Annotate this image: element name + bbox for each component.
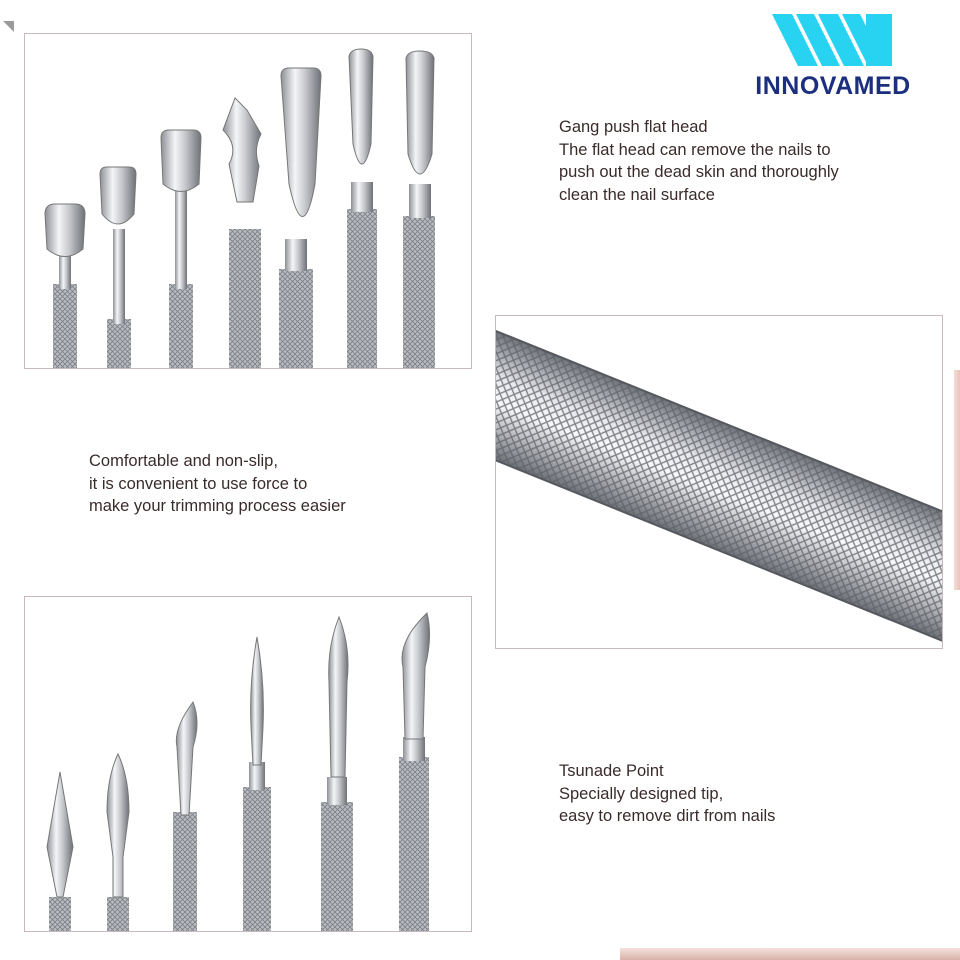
pointed-tools-image <box>24 596 472 932</box>
flat-head-tools-image <box>24 33 472 369</box>
bottom-photo-fragment <box>620 948 960 960</box>
edge-photo-fragment <box>954 370 960 590</box>
brand-name: INNOVAMED <box>755 72 911 100</box>
flat-head-line-3: clean the nail surface <box>559 185 715 204</box>
pointed-tip-caption <box>559 760 775 828</box>
tool-2 <box>100 167 136 369</box>
corner-mark-icon <box>2 20 16 34</box>
tool-3 <box>161 130 201 369</box>
flat-head-line-2: push out the dead skin and thoroughly <box>559 163 839 181</box>
pointed-tools-illustration <box>25 597 472 932</box>
pointed-tip-line-2: easy to remove dirt from nails <box>559 807 776 825</box>
tool-7 <box>403 51 435 369</box>
tool-6 <box>347 49 377 369</box>
tool-4 <box>223 98 261 369</box>
grip-line-3: make your trimming process easier <box>89 497 346 515</box>
flat-head-title: Gang push flat head <box>559 118 708 136</box>
brand-logo <box>726 10 940 100</box>
flat-head-tools-illustration <box>25 34 472 369</box>
pointed-tool-2 <box>107 754 129 932</box>
tool-1 <box>45 204 85 369</box>
knurled-handle-illustration <box>496 316 943 649</box>
grip-line-1: Comfortable and non-slip, <box>89 452 278 470</box>
pointed-tool-1 <box>47 772 73 932</box>
brand-mark-icon <box>726 10 940 72</box>
tool-5 <box>279 68 321 369</box>
pointed-tool-3 <box>173 702 197 932</box>
grip-line-2: it is convenient to use force to <box>89 474 308 493</box>
flat-head-line-1: The flat head can remove the nails to <box>559 140 831 159</box>
grip-caption <box>89 450 346 518</box>
pointed-tool-5 <box>321 617 353 932</box>
pointed-tip-title: Tsunade Point <box>559 762 664 780</box>
flat-head-caption <box>559 116 839 206</box>
knurled-handle-image <box>495 315 943 649</box>
pointed-tool-4 <box>243 637 271 932</box>
pointed-tool-6 <box>399 613 430 932</box>
pointed-tip-line-1: Specially designed tip, <box>559 784 724 803</box>
